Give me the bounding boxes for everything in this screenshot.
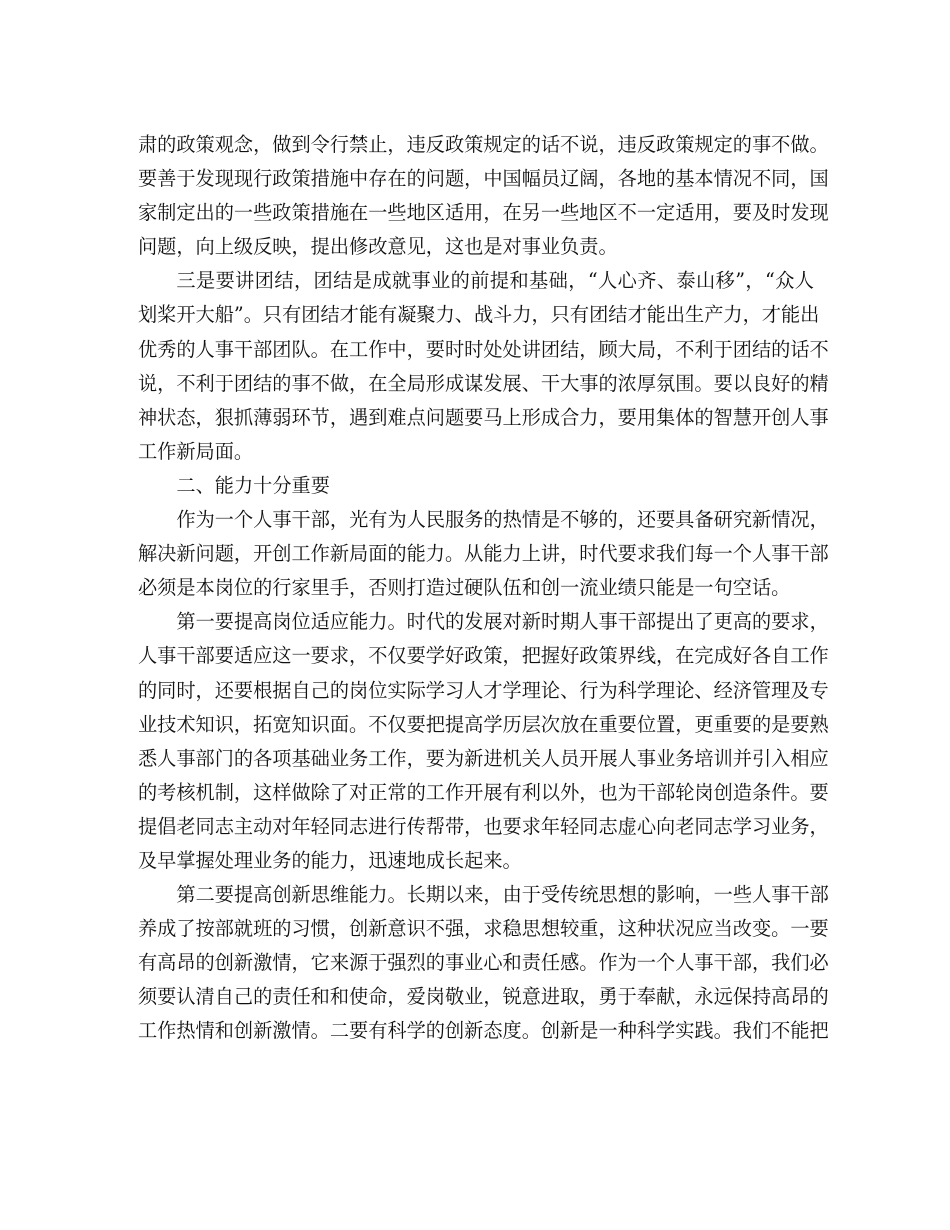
text-line: 提倡老同志主动对年轻同志进行传帮带，也要求年轻同志虚心向老同志学习业务， <box>138 814 829 838</box>
text-line: 工作新局面。 <box>138 439 254 463</box>
text-line: 必须是本岗位的行家里手，否则打造过硬队伍和创一流业绩只能是一句空话。 <box>138 576 791 600</box>
text-line: 第二要提高创新思维能力。长期以来，由于受传统思想的影响，一些人事干部 <box>176 883 829 907</box>
text-line: 优秀的人事干部团队。在工作中，要时时处处讲团结，顾大局，不利于团结的话不 <box>138 337 829 361</box>
text-line: 二、能力十分重要 <box>176 473 330 497</box>
text-line: 业技术知识，拓宽知识面。不仅要把提高学历层次放在重要位置，更重要的是要熟 <box>138 712 829 736</box>
text-line: 的考核机制，这样做除了对正常的工作开展有利以外，也为干部轮岗创造条件。要 <box>138 780 829 804</box>
text-line: 解决新问题，开创工作新局面的能力。从能力上讲，时代要求我们每一个人事干部 <box>138 542 829 566</box>
text-line: 三是要讲团结，团结是成就事业的前提和基础，“人心齐、泰山移”，“众人 <box>176 269 814 293</box>
text-line: 问题，向上级反映，提出修改意见，这也是对事业负责。 <box>138 235 618 259</box>
text-line: 神状态，狠抓薄弱环节，遇到难点问题要马上形成合力，要用集体的智慧开创人事 <box>138 405 829 429</box>
text-line: 有高昂的创新激情，它来源于强烈的事业心和责任感。作为一个人事干部，我们必 <box>138 951 829 975</box>
text-line: 养成了按部就班的习惯，创新意识不强，求稳思想较重，这种状况应当改变。一要 <box>138 917 829 941</box>
text-line: 的同时，还要根据自己的岗位实际学习人才学理论、行为科学理论、经济管理及专 <box>138 678 829 702</box>
text-line: 及早掌握处理业务的能力，迅速地成长起来。 <box>138 848 522 872</box>
document-body <box>138 128 829 1049</box>
text-line: 说，不利于团结的事不做，在全局形成谋发展、干大事的浓厚氛围。要以良好的精 <box>138 371 829 395</box>
text-line: 作为一个人事干部，光有为人民服务的热情是不够的，还要具备研究新情况， <box>176 508 829 532</box>
text-line: 须要认清自己的责任和和使命，爱岗敬业，锐意进取，勇于奉献，永远保持高昂的 <box>138 985 829 1009</box>
text-line: 要善于发现现行政策措施中存在的问题，中国幅员辽阔，各地的基本情况不同，国 <box>138 167 829 191</box>
text-line: 家制定出的一些政策措施在一些地区适用，在另一些地区不一定适用，要及时发现 <box>138 201 829 225</box>
text-line: 划桨开大船”。只有团结才能有凝聚力、战斗力，只有团结才能出生产力，才能出 <box>138 303 820 327</box>
text-line: 工作热情和创新激情。二要有科学的创新态度。创新是一种科学实践。我们不能把 <box>138 1019 829 1043</box>
text-line: 人事干部要适应这一要求，不仅要学好政策，把握好政策界线，在完成好各自工作 <box>138 644 829 668</box>
text-line: 悉人事部门的各项基础业务工作，要为新进机关人员开展人事业务培训并引入相应 <box>138 746 829 770</box>
text-line: 肃的政策观念，做到令行禁止，违反政策规定的话不说，违反政策规定的事不做。 <box>138 133 829 156</box>
text-line: 第一要提高岗位适应能力。时代的发展对新时期人事干部提出了更高的要求， <box>176 610 829 634</box>
